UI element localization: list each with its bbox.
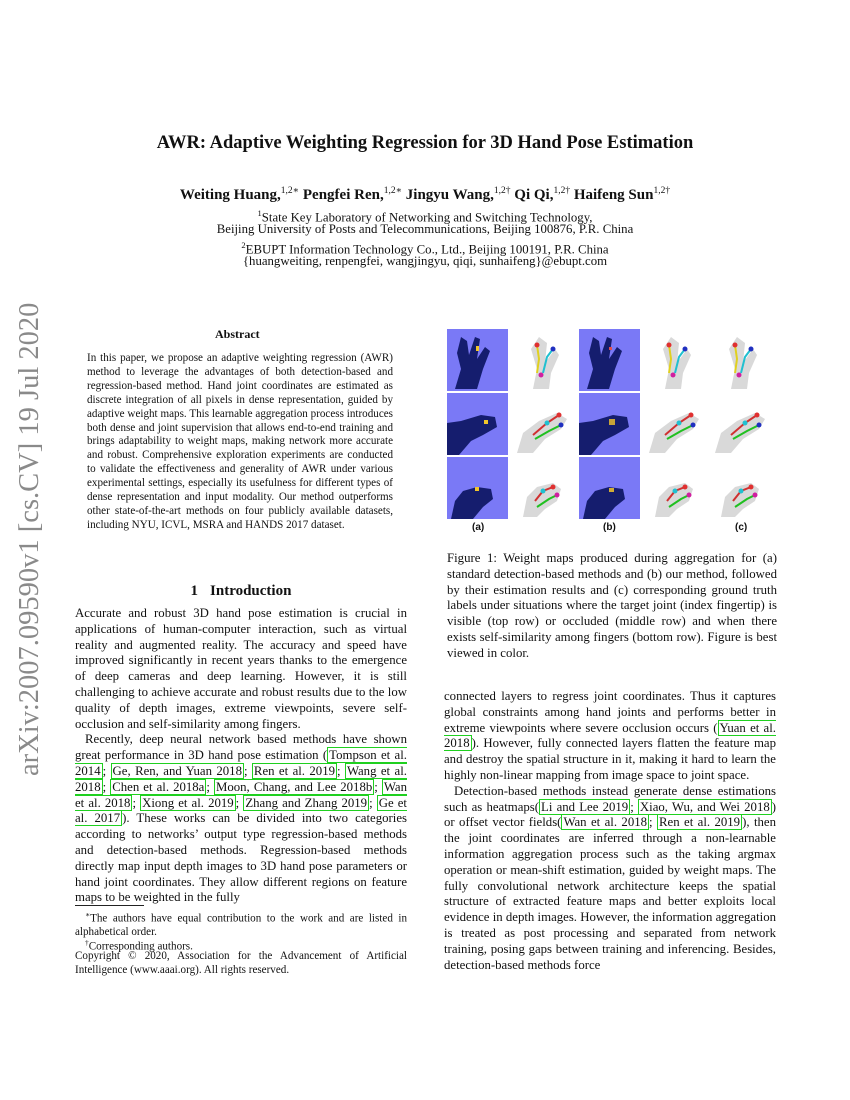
author-name: Pengfei Ren,: [302, 187, 384, 203]
paragraph: [444, 689, 776, 784]
citation-link[interactable]: Ge et al. 2017: [75, 795, 407, 826]
affiliation-line: Beijing University of Posts and Telecommunications, Beijing 100876, P.R. China: [216, 222, 634, 236]
figure-1: [447, 329, 777, 534]
section-title: Introduction: [210, 583, 292, 599]
email-line: {huangweiting, renpengfei, wangjingyu, qiqi, sunhaifeng}@ebupt.com: [242, 254, 608, 268]
paragraph: Detection-based methods instead generate dense estimations such as heatmaps( Li and Lee 2019 ; Xiao, Wu, and Wei 2018 ) or offset vector fields( Wan et al. 2018 ; Ren et al. 2019 ), then the joint coordinates are inferred through a non-learnable information aggregation process such as the taking argmax operation or mean-shift estimation, guided by weight maps. The fully convolutional network architecture keeps the spatial structure of extracted feature maps and better exploits local evidence in depth images. However, the information aggregation is treated as post processing and separated from network training, posing gaps between training and inferencing. Besides, detection-based methods force: [444, 783, 777, 972]
copyright-notice: Copyright © 2020, Association for the Advancement of Artificial Intelligence (www.aaai.org). All rights reserved.: [75, 950, 407, 976]
paragraph-text: ). These works can be divided into two categories according to networks’ output type regression-based methods and detection-based methods. Regression-based methods directly map input depth images to 3D hand pose parameters or hand joint coordinates. They allow different regions on feature maps to be weighted in the fully: [75, 811, 407, 905]
author-name: Weiting Huang,: [179, 187, 281, 203]
ground-truth-image: [711, 393, 772, 455]
paragraph-text: ) or offset vector fields(: [444, 799, 777, 830]
estimation-image: [513, 393, 574, 455]
citation-link[interactable]: Ge, Ren, and Yuan 2018: [112, 763, 242, 778]
citation-link[interactable]: Wan et al. 2018: [75, 779, 408, 810]
author-mark: 1,2†: [553, 186, 571, 196]
author-list: [0, 185, 850, 204]
arxiv-stamp: arXiv:2007.09590v1 [cs.CV] 19 Jul 2020: [14, 302, 45, 776]
left-column-body: [75, 606, 407, 906]
paper-title: AWR: Adaptive Weighting Regression for 3D Hand Pose Estimation: [156, 133, 694, 153]
author-mark: 1,2∗: [280, 186, 300, 196]
subfigure-label: (a): [472, 522, 485, 533]
weight-map-image: [579, 457, 640, 519]
citation-link[interactable]: Li and Lee 2019: [541, 799, 629, 814]
subfigure-label: (c): [735, 522, 748, 533]
footnote-text: Corresponding authors.: [88, 940, 193, 953]
paragraph-text: ). However, fully connected layers flatten the feature map and destroy the spatial structure in it, making it hard to learn the highly non-linear mapping from image space to joint space.: [444, 736, 776, 782]
footnote-mark: ∗: [85, 910, 91, 919]
estimation-image: [645, 457, 706, 519]
affiliation-text: EBUPT Information Technology Co., Ltd., Beijing 100191, P.R. China: [245, 242, 609, 257]
ground-truth-image: [711, 329, 772, 391]
footnote-rule: [75, 905, 144, 906]
footnote-mark: †: [85, 938, 89, 947]
footnote-text: The authors have equal contribution to the work and are listed in alphabetical order.: [75, 912, 407, 939]
figure-caption: Figure 1: Weight maps produced during aggregation for (a) standard detection-based methods and (b) our method, followed by their estimation results and (c) corresponding ground truth labels under situations where the target joint (index fingertip) is visible (top row) or occluded (middle row) and when there exists self-similarity among fingers (bottom row). Figure is best viewed in color.: [447, 551, 777, 660]
section-number: 1: [190, 583, 199, 599]
citation-link[interactable]: Moon, Chang, and Lee 2018b: [215, 779, 373, 794]
affiliation-text: State Key Laboratory of Networking and Switching Technology,: [261, 210, 593, 225]
subfigure-label: (b): [603, 522, 616, 533]
citation-link[interactable]: Tompson et al. 2014: [75, 748, 407, 778]
paragraph: Accurate and robust 3D hand pose estimation is crucial in applications of human-computer interaction, such as virtual reality and augmented reality. The accuracy and speed have improved significantly in recent years thanks to the emergence of deep cameras and deep learning. However, it is still challenging to achieve accurate and robust results due to the low quality of depth images, extreme viewpoints, severe self-occlusion and self-similarity among fingers.: [75, 606, 407, 731]
abstract-heading: Abstract: [215, 327, 260, 341]
citation-link[interactable]: Ren et al. 2019: [659, 815, 741, 830]
citation-link[interactable]: Chen et al. 2018a: [112, 779, 205, 794]
author-name: Haifeng Sun: [573, 187, 654, 203]
estimation-image: [645, 393, 706, 455]
ground-truth-image: [711, 457, 772, 519]
weight-map-image: [447, 457, 508, 519]
author-mark: 1,2†: [653, 186, 671, 196]
author-mark: 1,2†: [493, 186, 511, 196]
estimation-image: [513, 329, 574, 391]
estimation-image: [645, 329, 706, 391]
weight-map-image: [579, 393, 640, 455]
citation-link[interactable]: Xiao, Wu, and Wei 2018: [639, 799, 770, 814]
author-mark: 1,2∗: [383, 186, 403, 196]
paragraph-text: ), then the joint coordinates are inferred through a non-learnable information aggregation process such as the taking argmax operation or mean-shift estimation, guided by weight maps. The fully convolutional network architecture keeps the spatial structure of extracted feature maps and better exploits local evidence in depth images. However, the information aggregation is treated as post processing and separated from network training, posing gaps between training and inferencing. Besides, detection-based methods force: [444, 815, 776, 972]
author-name: Qi Qi,: [514, 187, 554, 203]
right-column-body: [444, 689, 776, 973]
paragraph-text: Recently, deep neural network based methods have shown great performance in 3D hand pose estimation (: [75, 732, 407, 763]
weight-map-image: [447, 329, 508, 391]
citation-link[interactable]: Wan et al. 2018: [563, 815, 648, 830]
citation-link[interactable]: Wang et al. 2018: [75, 763, 407, 794]
citation-link[interactable]: Ren et al. 2019: [253, 763, 335, 778]
paragraph: Recently, deep neural network based methods have shown great performance in 3D hand pose estimation ( Tompson et al. 2014 ; Ge, Ren, and Yuan 2018 ; Ren et al. 2019 ; Wang et al. 2018 ; Chen et al. 2018a ; Moon, Chang, and Lee 2018b ; Wan et al. 2018 ; Xiong et al. 2019 ; Zhang and Zhang 2019 ; Ge et al. 2017 ). These works can be divided into two categories according to networks’ output type regression-based methods and detection-based methods. Regression-based methods directly map input depth images to 3D hand pose parameters or hand joint coordinates. They allow different regions on feature maps to be weighted in the fully: [75, 732, 408, 905]
estimation-image: [513, 457, 574, 519]
citation-link[interactable]: Zhang and Zhang 2019: [245, 795, 368, 810]
citation-link[interactable]: Yuan et al. 2018: [444, 720, 776, 751]
affiliation-mark: 2: [241, 240, 246, 250]
paragraph-text: connected layers to regress joint coordinates. Thus it captures global constraints among hand joints and performs better in extreme viewpoints where severe occlusion occurs (: [444, 689, 776, 735]
author-name: Jingyu Wang,: [405, 187, 494, 203]
weight-map-image: [447, 393, 508, 455]
abstract-text: In this paper, we propose an adaptive weighting regression (AWR) method to leverage the advantages of both detection-based and regression-based method. Hand joint coordinates are estimated as discrete integration of all pixels in dense representation, guided by adaptive weight maps. This learnable aggregation process introduces both dense and joint supervision that allows end-to-end training and brings adaptability to weight maps, making network more accurate and robust. Comprehensive exploration experiments are conducted to validate the effectiveness and generality of AWR under various experimental settings, especially its usefulness for different types of dense representation and input modality. Our method outperforms other state-of-the-art methods on four publicly available datasets, including NYU, ICVL, MSRA and HANDS 2017 dataset.: [87, 352, 393, 531]
section-heading: [75, 583, 407, 600]
citation-link[interactable]: Xiong et al. 2019: [142, 795, 234, 810]
affiliation-mark: 1: [257, 208, 262, 218]
paragraph-text: Detection-based methods instead generate dense estimations such as heatmaps(: [444, 783, 776, 814]
weight-map-image: [579, 329, 640, 391]
